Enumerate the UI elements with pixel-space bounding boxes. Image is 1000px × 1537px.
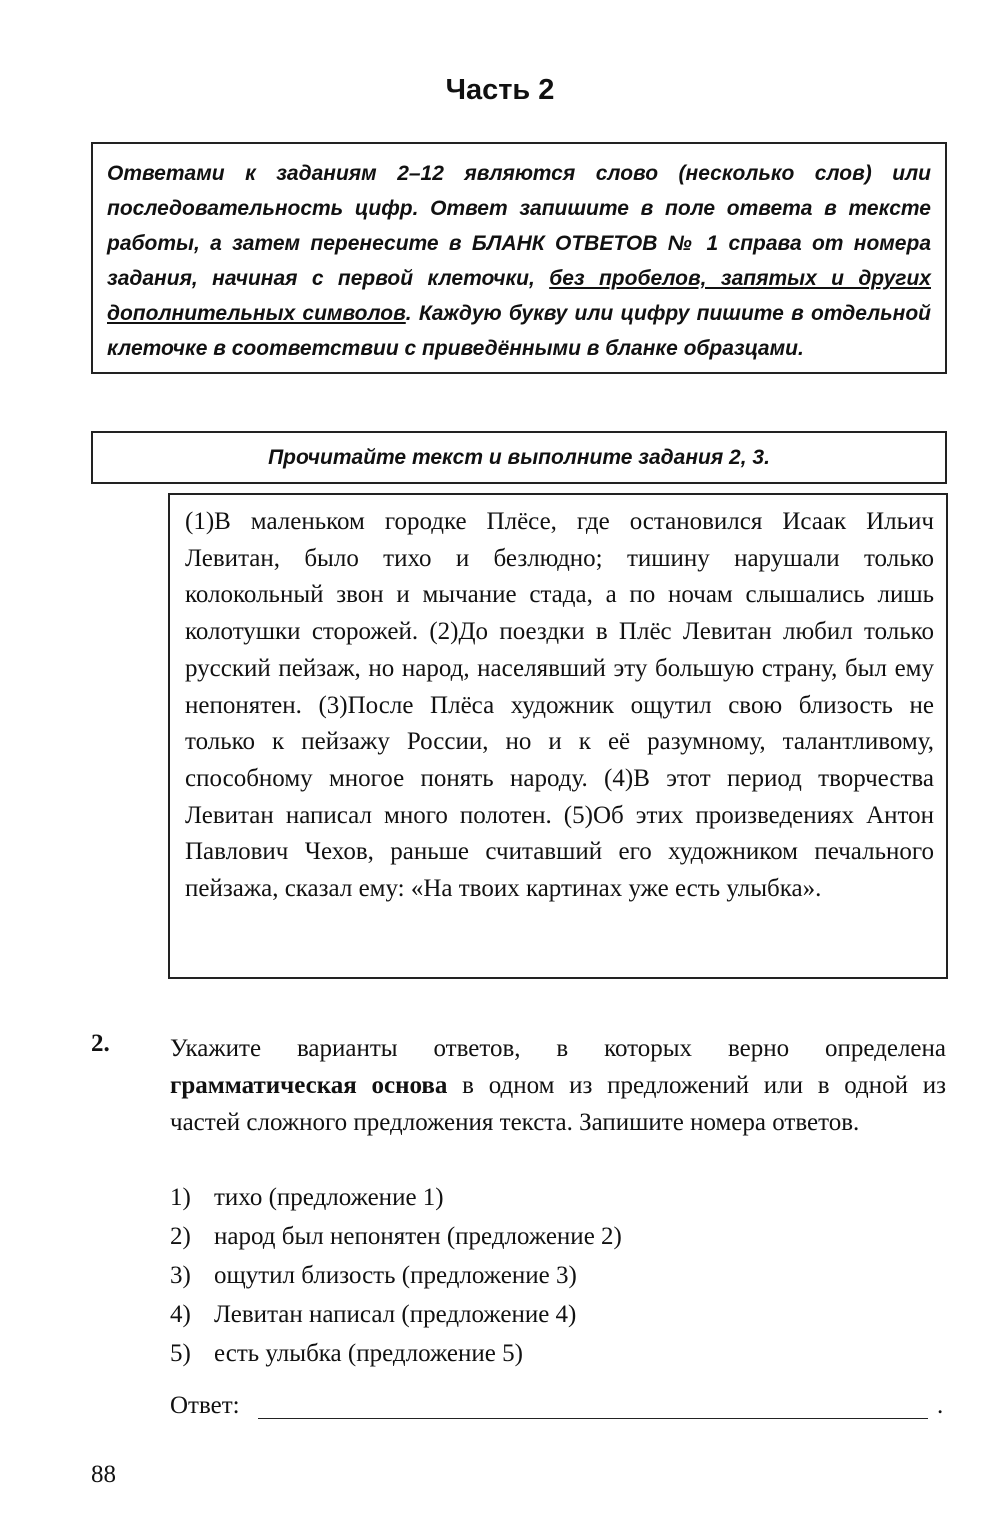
answer-end-dot: . (937, 1392, 944, 1419)
answer-options (170, 1178, 946, 1373)
option-text: тихо (предложение 1) (214, 1184, 444, 1211)
option-number: 2) (170, 1223, 191, 1250)
read-instruction-box (91, 431, 947, 484)
task-text-start: Укажите варианты ответов, в которых верно определена (170, 1035, 946, 1062)
option-item (170, 1256, 946, 1295)
option-number: 3) (170, 1262, 191, 1289)
instructions-box (91, 142, 947, 374)
option-text: есть улыбка (предложение 5) (214, 1340, 523, 1367)
page-number: 88 (91, 1461, 116, 1488)
option-item (170, 1217, 946, 1256)
option-number: 1) (170, 1184, 191, 1211)
answer-label: Ответ: (170, 1392, 240, 1419)
read-instruction: Прочитайте текст и выполните задания 2, 3. (268, 446, 770, 469)
option-text: Левитан написал (предложение 4) (214, 1301, 577, 1328)
passage-box (168, 493, 948, 979)
task-number: 2. (91, 1030, 110, 1057)
option-text: народ был непонятен (предложение 2) (214, 1223, 622, 1250)
option-item (170, 1295, 946, 1334)
option-item (170, 1334, 946, 1373)
option-text: ощутил близость (предложение 3) (214, 1262, 577, 1289)
task-question (170, 1030, 946, 1141)
instructions-underlined: без пробелов, запятых и других дополнительных символов (107, 267, 931, 325)
part-title: Часть 2 (445, 74, 555, 106)
instructions-text: Ответами к заданиям 2–12 являются слово (несколько слов) или последовательность цифр. Ответ запишите в поле ответа в тексте работы, а затем перенесите в БЛАНК ОТВЕТОВ № 1 справа от номера задания, начиная с первой клеточки, (107, 162, 931, 290)
option-number: 4) (170, 1301, 191, 1328)
passage-text: (1)В маленьком городке Плёсе, где остановился Исаак Ильич Левитан, было тихо и безлюдно; тишину нарушали только колокольный звон и мычание стада, а по ночам слышались лишь колотушки сторожей. (2)До поездки в Плёс Левитан любил только русский пейзаж, но народ, населявший эту большую страну, был ему непонятен. (3)После Плёса художник ощутил свою близость не только к пейзажу России, но и к её разумному, талантливому, способному многое понять народу. (4)В этот период творчества Левитан написал много полотен. (5)Об этих произведениях Антон Павлович Чехов, раньше считавший его художником печального пейзажа, сказал ему: «На твоих картинах уже есть улыбка». (185, 508, 934, 903)
option-number: 5) (170, 1340, 191, 1367)
task-text-bold: грамматическая основа (170, 1072, 448, 1099)
task-text-end: в одном из предложений или в одной из частей сложного предложения текста. Запишите номера ответов. (170, 1072, 946, 1136)
option-item (170, 1178, 946, 1217)
answer-line[interactable] (258, 1418, 928, 1419)
instructions-text-end: . Каждую букву или цифру пишите в отдельной клеточке в соответствии с приведёнными в бланке образцами. (107, 302, 931, 360)
